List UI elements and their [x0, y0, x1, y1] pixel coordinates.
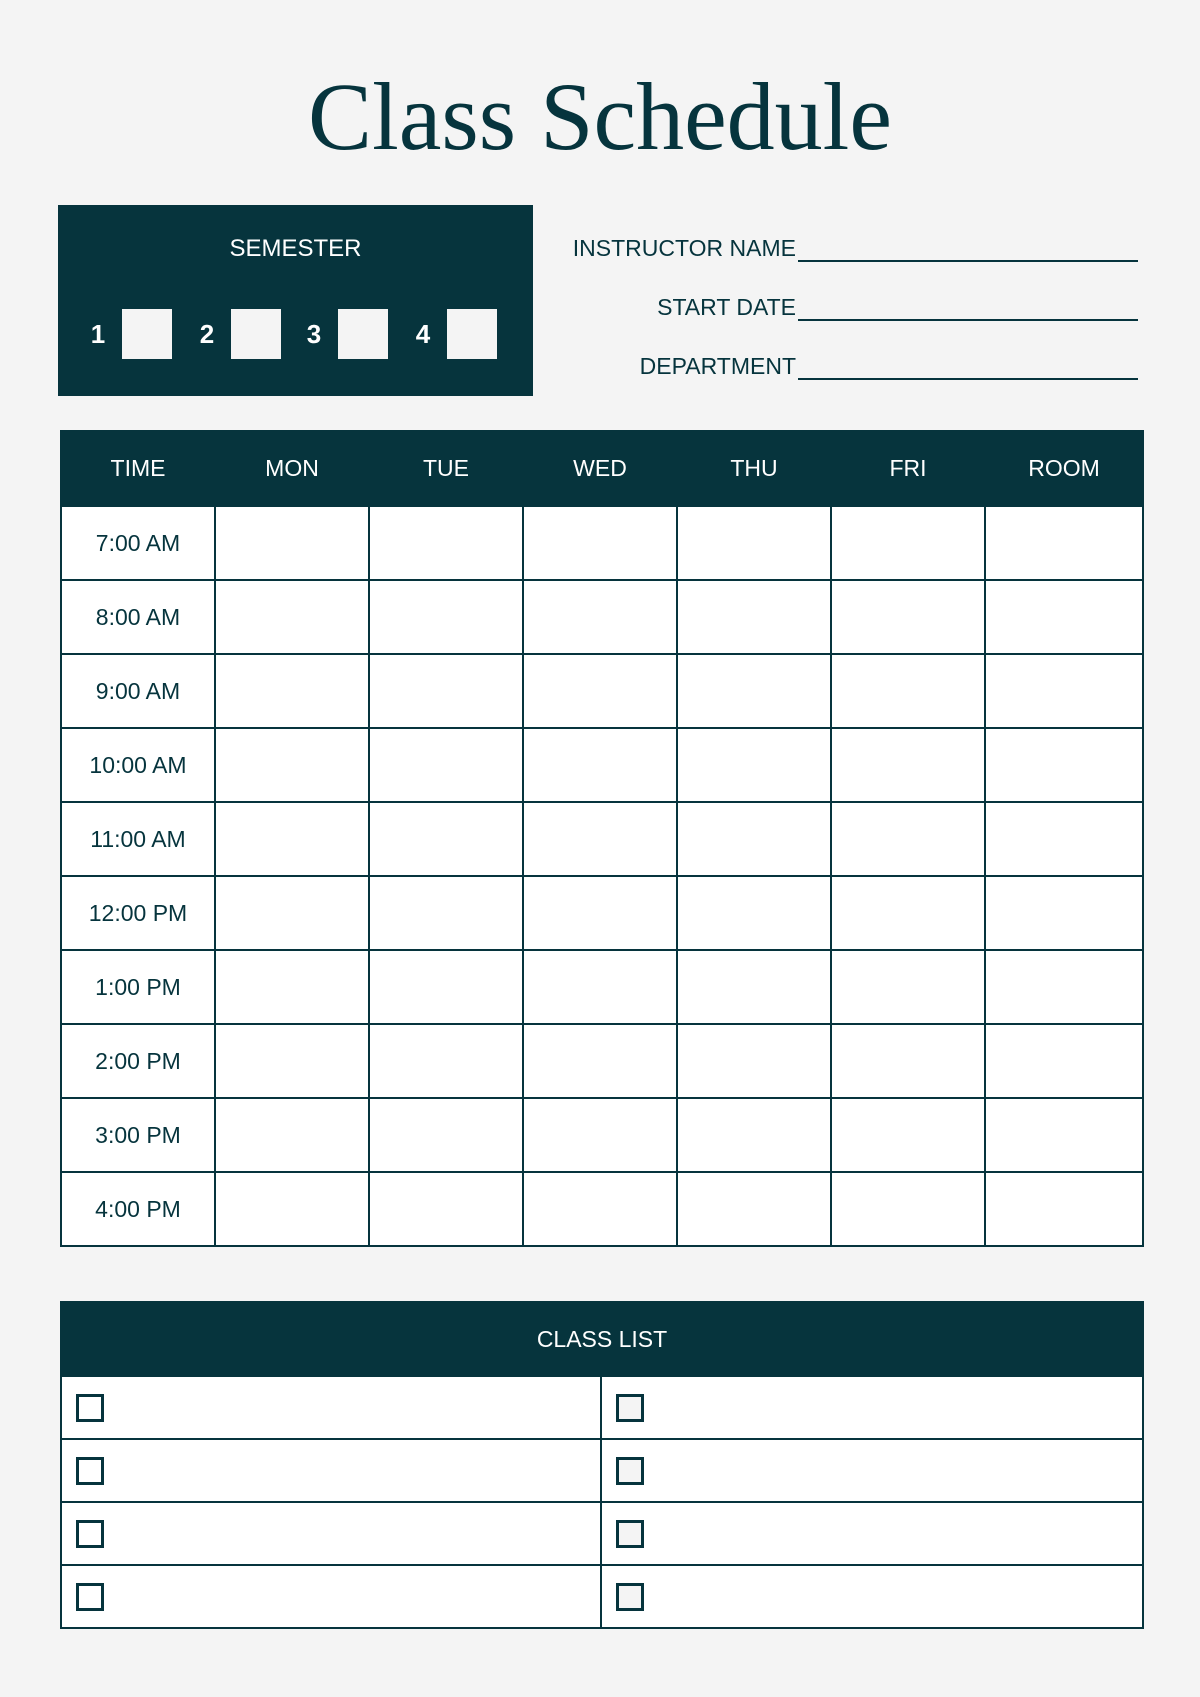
schedule-cell-wed[interactable]: [523, 654, 677, 728]
schedule-cell-wed[interactable]: [523, 580, 677, 654]
schedule-cell-fri[interactable]: [831, 1024, 985, 1098]
semester-checkbox[interactable]: [447, 309, 497, 359]
semester-checkbox[interactable]: [231, 309, 281, 359]
schedule-cell-fri[interactable]: [831, 580, 985, 654]
schedule-row: [61, 654, 1143, 728]
schedule-row: [61, 1098, 1143, 1172]
start-date-field[interactable]: [798, 295, 1138, 321]
schedule-row: [61, 876, 1143, 950]
time-cell: 9:00 AM: [61, 654, 215, 728]
schedule-cell-tue[interactable]: [369, 728, 523, 802]
class-checkbox[interactable]: [76, 1520, 104, 1548]
time-cell: 12:00 PM: [61, 876, 215, 950]
schedule-cell-tue[interactable]: [369, 950, 523, 1024]
schedule-cell-wed[interactable]: [523, 876, 677, 950]
time-cell: 2:00 PM: [61, 1024, 215, 1098]
semester-checkbox[interactable]: [338, 309, 388, 359]
schedule-row: [61, 506, 1143, 580]
time-cell: 3:00 PM: [61, 1098, 215, 1172]
schedule-cell-mon[interactable]: [215, 802, 369, 876]
schedule-row: [61, 1024, 1143, 1098]
time-cell: 8:00 AM: [61, 580, 215, 654]
schedule-cell-fri[interactable]: [831, 654, 985, 728]
schedule-cell-room[interactable]: [985, 728, 1143, 802]
semester-option-4[interactable]: [411, 309, 497, 359]
schedule-cell-room[interactable]: [985, 580, 1143, 654]
department-label: DEPARTMENT: [639, 353, 796, 379]
header-time: TIME: [61, 431, 215, 506]
schedule-cell-thu[interactable]: [677, 876, 831, 950]
schedule-cell-mon[interactable]: [215, 1098, 369, 1172]
schedule-cell-mon[interactable]: [215, 654, 369, 728]
schedule-cell-room[interactable]: [985, 1172, 1143, 1246]
schedule-cell-thu[interactable]: [677, 1172, 831, 1246]
instructor-name-field[interactable]: [798, 236, 1138, 262]
semester-number: 4: [415, 318, 431, 349]
semester-number: 3: [306, 318, 322, 349]
class-list-item-left[interactable]: [61, 1376, 601, 1439]
class-checkbox[interactable]: [76, 1457, 104, 1485]
schedule-cell-fri[interactable]: [831, 1098, 985, 1172]
schedule-cell-mon[interactable]: [215, 950, 369, 1024]
class-checkbox[interactable]: [616, 1457, 644, 1485]
semester-panel: [58, 205, 533, 396]
schedule-cell-tue[interactable]: [369, 506, 523, 580]
schedule-cell-mon[interactable]: [215, 728, 369, 802]
schedule-cell-wed[interactable]: [523, 1098, 677, 1172]
schedule-cell-wed[interactable]: [523, 728, 677, 802]
schedule-cell-fri[interactable]: [831, 1172, 985, 1246]
header-room: ROOM: [985, 431, 1143, 506]
schedule-cell-thu[interactable]: [677, 506, 831, 580]
schedule-cell-tue[interactable]: [369, 580, 523, 654]
schedule-cell-room[interactable]: [985, 506, 1143, 580]
schedule-cell-fri[interactable]: [831, 506, 985, 580]
schedule-cell-tue[interactable]: [369, 1098, 523, 1172]
semester-number: 1: [90, 318, 106, 349]
schedule-cell-tue[interactable]: [369, 1024, 523, 1098]
semester-option-3[interactable]: [302, 309, 388, 359]
header-fri: FRI: [831, 431, 985, 506]
schedule-cell-tue[interactable]: [369, 1172, 523, 1246]
schedule-row: [61, 728, 1143, 802]
class-checkbox[interactable]: [76, 1583, 104, 1611]
time-cell: 4:00 PM: [61, 1172, 215, 1246]
class-list-item-left[interactable]: [61, 1502, 601, 1565]
schedule-row: [61, 1172, 1143, 1246]
schedule-cell-thu[interactable]: [677, 802, 831, 876]
schedule-table: [60, 430, 1144, 1247]
schedule-cell-room[interactable]: [985, 876, 1143, 950]
class-list-table: [60, 1301, 1144, 1629]
schedule-cell-wed[interactable]: [523, 1024, 677, 1098]
department-field[interactable]: [798, 354, 1138, 380]
header-wed: WED: [523, 431, 677, 506]
schedule-cell-room[interactable]: [985, 1024, 1143, 1098]
schedule-cell-thu[interactable]: [677, 728, 831, 802]
class-list-row: [61, 1376, 1143, 1439]
schedule-cell-wed[interactable]: [523, 950, 677, 1024]
schedule-cell-mon[interactable]: [215, 1024, 369, 1098]
semester-number: 2: [199, 318, 215, 349]
class-list-item-right[interactable]: [601, 1502, 1143, 1565]
instructor-name-label: INSTRUCTOR NAME: [572, 235, 796, 261]
schedule-cell-fri[interactable]: [831, 728, 985, 802]
header-thu: THU: [677, 431, 831, 506]
schedule-cell-tue[interactable]: [369, 802, 523, 876]
class-list-header-row: [61, 1302, 1143, 1376]
schedule-cell-wed[interactable]: [523, 802, 677, 876]
schedule-cell-mon[interactable]: [215, 506, 369, 580]
start-date-row: [560, 287, 1140, 321]
class-checkbox[interactable]: [616, 1583, 644, 1611]
schedule-row: [61, 950, 1143, 1024]
schedule-cell-thu[interactable]: [677, 950, 831, 1024]
schedule-cell-room[interactable]: [985, 950, 1143, 1024]
department-row: [560, 346, 1140, 380]
time-cell: 1:00 PM: [61, 950, 215, 1024]
semester-checkbox[interactable]: [122, 309, 172, 359]
schedule-cell-fri[interactable]: [831, 876, 985, 950]
header-tue: TUE: [369, 431, 523, 506]
class-list-row: [61, 1502, 1143, 1565]
class-checkbox[interactable]: [616, 1394, 644, 1422]
schedule-cell-thu[interactable]: [677, 580, 831, 654]
schedule-cell-wed[interactable]: [523, 1172, 677, 1246]
time-cell: 10:00 AM: [61, 728, 215, 802]
instructor-name-row: [560, 228, 1140, 262]
class-list-header: CLASS LIST: [61, 1302, 1143, 1376]
start-date-label: START DATE: [657, 294, 796, 320]
schedule-cell-wed[interactable]: [523, 506, 677, 580]
class-checkbox[interactable]: [616, 1520, 644, 1548]
time-cell: 7:00 AM: [61, 506, 215, 580]
header-mon: MON: [215, 431, 369, 506]
schedule-cell-room[interactable]: [985, 654, 1143, 728]
class-list-item-right[interactable]: [601, 1376, 1143, 1439]
semester-option-1[interactable]: [86, 309, 172, 359]
time-cell: 11:00 AM: [61, 802, 215, 876]
class-list-row: [61, 1565, 1143, 1628]
schedule-cell-thu[interactable]: [677, 1024, 831, 1098]
schedule-row: [61, 802, 1143, 876]
class-checkbox[interactable]: [76, 1394, 104, 1422]
semester-option-2[interactable]: [195, 309, 281, 359]
schedule-cell-tue[interactable]: [369, 876, 523, 950]
schedule-cell-mon[interactable]: [215, 1172, 369, 1246]
schedule-cell-thu[interactable]: [677, 654, 831, 728]
schedule-header-row: [61, 431, 1143, 506]
page-title: Class Schedule: [308, 63, 892, 170]
schedule-cell-mon[interactable]: [215, 580, 369, 654]
class-list-item-left[interactable]: [61, 1439, 601, 1502]
schedule-cell-mon[interactable]: [215, 876, 369, 950]
schedule-cell-room[interactable]: [985, 802, 1143, 876]
class-list-item-right[interactable]: [601, 1439, 1143, 1502]
class-list-item-right[interactable]: [601, 1565, 1143, 1628]
schedule-cell-tue[interactable]: [369, 654, 523, 728]
schedule-row: [61, 580, 1143, 654]
schedule-cell-fri[interactable]: [831, 802, 985, 876]
class-list-item-left[interactable]: [61, 1565, 601, 1628]
semester-label: SEMESTER: [229, 235, 362, 262]
schedule-cell-room[interactable]: [985, 1098, 1143, 1172]
schedule-cell-thu[interactable]: [677, 1098, 831, 1172]
schedule-cell-fri[interactable]: [831, 950, 985, 1024]
class-list-row: [61, 1439, 1143, 1502]
